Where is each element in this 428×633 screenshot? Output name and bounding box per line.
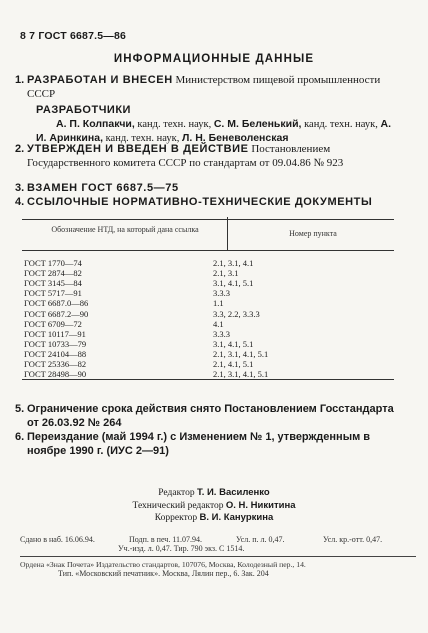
editor-line [0,487,428,500]
cell-clause: 3.1, 4.1, 5.1 [213,278,254,289]
table-row [22,279,394,289]
cell-clause: 3.3.3 [213,288,230,299]
header-text: 7 ГОСТ 6687.5—86 [29,30,127,42]
info-item-4 [15,196,399,210]
developer-name: А. П. Колпакчи, [56,118,135,130]
info-item-3 [15,182,399,196]
item-text: Министерством пищевой промышленности СССР [27,74,381,100]
cell-clause: 2.1, 3.1 [213,268,239,279]
cell-document: ГОСТ 10117—91 [24,328,86,339]
page-title: ИНФОРМАЦИОННЫЕ ДАННЫЕ [113,53,315,65]
cell-document: ГОСТ 5717—91 [24,288,82,299]
item-text: Постановлением Государственного комитета СССР по стандартам от 09.04.86 № 923 [27,143,344,169]
editor-role: Корректор [154,513,198,523]
imprint-printer: Тип. «Московский печатник». Москва, Лялин пер., 6. Зак. 204 [58,569,269,578]
cell-clause: 3.3, 2.2, 3.3.3 [213,308,260,319]
table-header-rule [22,250,394,251]
item-number: 5. [15,403,25,415]
cell-document: ГОСТ 28498—90 [24,369,87,380]
item-text: Переиздание (май 1994 г.) с Изменением № 1, утвержденным в ноябре 1990 г. (ИУС 2—91) [27,431,371,457]
cell-clause: 2.1, 3.1, 4.1, 5.1 [213,348,269,359]
info-item-2 [15,143,399,170]
table-row [22,360,394,370]
developer-degree: канд. техн. наук, [137,119,212,130]
table-row [22,340,394,350]
cell-clause: 3.1, 4.1, 5.1 [213,338,254,349]
cell-document: ГОСТ 25336—82 [24,359,87,369]
table-row [22,289,394,299]
cell-document: ГОСТ 1770—74 [24,258,82,268]
imprint-publisher: Ордена «Знак Почета» Издательство стандартов, 107076, Москва, Колодезный пер., 14. [20,560,306,569]
table-column-divider [227,217,228,250]
developer-name: А. И. Аринкина, [36,118,391,144]
references-table [22,217,394,384]
imprint-signed: Подп. в печ. 11.07.94. [129,535,203,544]
cell-document: ГОСТ 10733—79 [24,338,87,349]
table-row [22,330,394,340]
imprint-sheets: Усл. п. л. 0,47. [236,535,285,544]
developer-name: С. М. Беленький, [213,118,302,130]
item-number: 2. [15,143,25,155]
item-heading: ВЗАМЕН ГОСТ 6687.5—75 [27,182,179,194]
item-heading: РАЗРАБОТАН И ВНЕСЕН [27,74,173,86]
item-number: 4. [15,196,25,208]
developer-degree: канд. техн. наук, [304,119,378,130]
cell-document: ГОСТ 2874—82 [24,268,82,279]
editor-name: О. Н. Никитина [225,499,296,511]
table-row [22,350,394,360]
developers-list [36,118,398,145]
item-number: 6. [15,431,25,443]
cell-clause: 3.3.3 [213,328,230,339]
imprint-rule [20,556,416,557]
table-row [22,259,394,269]
developer-name: Л. Н. Беневоленская [182,131,289,144]
column-header-document: Обозначение НТД, на который дана ссылка [51,225,199,234]
editors-block [0,487,428,525]
item-heading: ССЫЛОЧНЫЕ НОРМАТИВНО-ТЕХНИЧЕСКИЕ ДОКУМЕНТЫ [27,196,373,208]
editor-line [0,512,428,525]
table-row [22,299,394,309]
item-heading: УТВЕРЖДЕН И ВВЕДЕН В ДЕЙСТВИЕ [27,143,249,155]
column-header-clause: Номер пункта [289,229,337,238]
page-number: 8 [20,30,27,42]
item-number: 1. [15,74,25,86]
cell-document: ГОСТ 6687.2—90 [24,308,89,319]
imprint-run: Уч.-изд. л. 0,47. Тир. 790 экз. С 1514. [118,544,245,553]
cell-document: ГОСТ 6709—72 [24,318,82,329]
imprint-print-sheets: Усл. кр.-отт. 0,47. [323,535,383,544]
developers-heading: РАЗРАБОТЧИКИ [36,104,131,116]
table-top-rule [22,219,394,220]
item-text: Ограничение срока действия снято Постановлением Госстандарта от 26.03.92 № 264 [27,403,394,429]
cell-clause: 1.1 [213,298,224,309]
table-row [22,269,394,279]
cell-document: ГОСТ 6687.0—86 [24,298,89,309]
imprint-submitted: Сдано в наб. 16.06.94. [20,535,95,544]
editor-name: Т. И. Василенко [196,487,270,498]
editor-role: Технический редактор [132,500,224,511]
cell-clause: 4.1 [213,318,224,329]
info-item-1 [15,74,399,101]
info-item-5 [15,403,399,430]
cell-document: ГОСТ 24104—88 [24,348,87,359]
item-number: 3. [15,182,25,194]
editor-role: Редактор [158,488,195,498]
info-item-6 [15,431,399,458]
table-row [22,310,394,320]
cell-document: ГОСТ 3145—84 [24,278,82,289]
table-bottom-rule [22,379,394,380]
developer-degree: канд. техн. наук, [105,132,180,144]
editor-line [0,500,428,513]
table-row [22,320,394,330]
cell-clause: 2.1, 4.1, 5.1 [213,359,254,369]
cell-clause: 2.1, 3.1, 4.1, 5.1 [213,369,269,380]
editor-name: В. И. Кануркина [199,512,274,523]
page-header [20,30,126,42]
cell-clause: 2.1, 3.1, 4.1 [213,258,254,268]
